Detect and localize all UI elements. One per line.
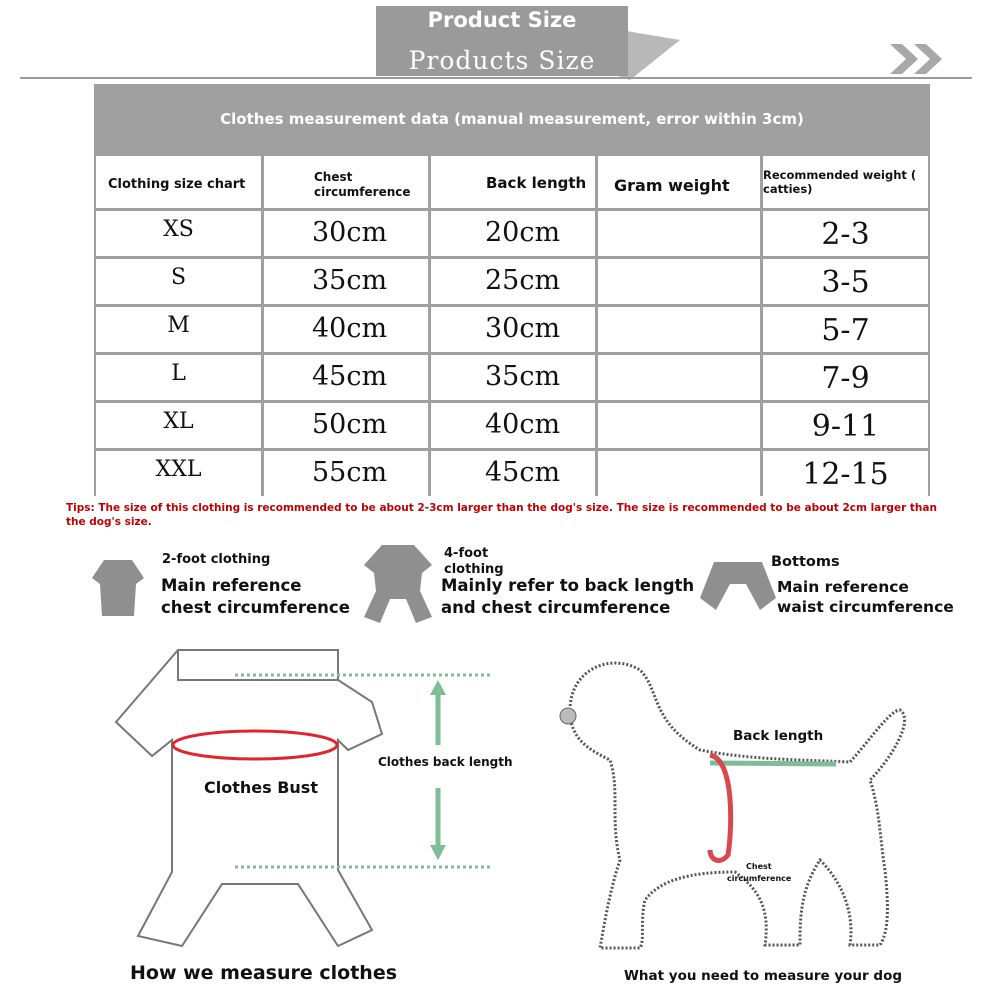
garment-outline [116,650,382,946]
column-header-back-label: Back length [486,174,587,192]
column-header-size [96,156,261,208]
gram-cell [598,451,760,496]
back-cell-value: 35cm [485,361,561,392]
chest-cell-value: 30cm [312,217,388,248]
header-title: Product Size [427,8,577,32]
weight-cell [763,355,928,400]
size-cell [96,211,261,256]
chest-cell [264,355,428,400]
back-cell [431,211,595,256]
clothes-back-length-label: Clothes back length [378,755,513,769]
ref-bottoms-type: Bottoms [771,554,840,570]
dog-caption: What you need to measure your dog [624,968,903,984]
size-cell [96,307,261,352]
chest-cell-value: 45cm [312,361,388,392]
weight-cell-value: 3-5 [821,265,870,300]
weight-cell-value: 7-9 [821,361,870,396]
tips-text: Tips: The size of this clothing is recommended to be about 2-3cm larger than the dog's size. The size is recommended to be about 2cm larger than the dog's size. [66,502,937,528]
chest-cell-value: 55cm [312,457,388,488]
bottoms-icon [698,560,778,616]
ref-4foot-type: 4-foot clothing [444,546,504,577]
size-cell-value: XL [163,409,194,434]
dog-outline [570,663,905,948]
double-chevron-right-icon[interactable] [888,42,952,76]
chest-cell [264,211,428,256]
chest-cell [264,307,428,352]
gram-cell [598,211,760,256]
back-cell [431,451,595,496]
weight-cell [763,259,928,304]
size-cell-value: S [170,265,187,290]
weight-cell [763,307,928,352]
size-cell [96,355,261,400]
weight-cell [763,403,928,448]
gram-cell [598,307,760,352]
dog-nose [560,708,576,724]
back-cell-value: 20cm [485,217,561,248]
dog-chest-label-2: circumference [727,874,792,883]
dog-chest-loop [710,755,731,860]
four-foot-clothing-icon [360,543,436,625]
column-header-size-label: Clothing size chart [108,177,246,192]
column-header-back [431,156,595,208]
weight-cell-value: 9-11 [811,409,880,444]
ref-bottoms-line1: Main reference [777,578,909,596]
header-divider [20,77,972,79]
dog-back-length-label: Back length [733,728,824,744]
gram-cell [598,355,760,400]
dog-measure-diagram [550,650,930,960]
dog-back-length-line [710,763,836,764]
chest-cell-value: 35cm [312,265,388,296]
size-cell-value: XXL [155,457,202,482]
back-cell [431,403,595,448]
size-cell [96,259,261,304]
dog-chest-label-1: Chest [746,862,772,871]
gram-cell [598,403,760,448]
ref-2foot-line1: Main reference [161,576,302,595]
weight-cell-value: 5-7 [821,313,870,348]
chest-cell-value: 40cm [312,313,388,344]
ref-4foot-line2: and chest circumference [441,598,671,617]
size-cell [96,451,261,496]
ref-2foot-line2: chest circumference [161,598,350,617]
column-header-chest-label: Chest circumference [314,170,411,199]
size-cell-value: XS [163,217,194,242]
weight-cell [763,451,928,496]
column-header-chest [264,156,428,208]
clothes-caption: How we measure clothes [130,962,398,984]
chest-cell [264,403,428,448]
back-cell [431,307,595,352]
size-cell-value: M [167,313,190,338]
gram-cell [598,259,760,304]
column-header-gram-label: Gram weight [614,176,730,195]
ref-4foot-line1: Mainly refer to back length [441,576,695,595]
size-cell-value: L [171,361,186,386]
size-cell [96,403,261,448]
column-header-weight [763,156,928,208]
weight-cell-value: 2-3 [821,217,870,252]
ref-bottoms-line2: waist circumference [777,598,954,616]
chest-cell [264,451,428,496]
back-cell [431,259,595,304]
chest-cell-value: 50cm [312,409,388,440]
ref-2foot-type: 2-foot clothing [162,552,271,567]
clothes-bust-label: Clothes Bust [204,778,318,797]
back-cell-value: 30cm [485,313,561,344]
clothes-measure-diagram [110,640,510,960]
weight-cell-value: 12-15 [802,457,889,492]
back-cell-value: 45cm [485,457,561,488]
table-caption: Clothes measurement data (manual measurement, error within 3cm) [220,110,804,128]
header-subtitle: Products Size [408,46,596,75]
column-header-weight-label: Recommended weight ( catties) [763,168,917,196]
weight-cell [763,211,928,256]
back-cell-value: 25cm [485,265,561,296]
back-cell [431,355,595,400]
chest-cell [264,259,428,304]
column-header-gram [598,156,760,208]
two-foot-clothing-icon [90,558,146,618]
back-cell-value: 40cm [485,409,561,440]
